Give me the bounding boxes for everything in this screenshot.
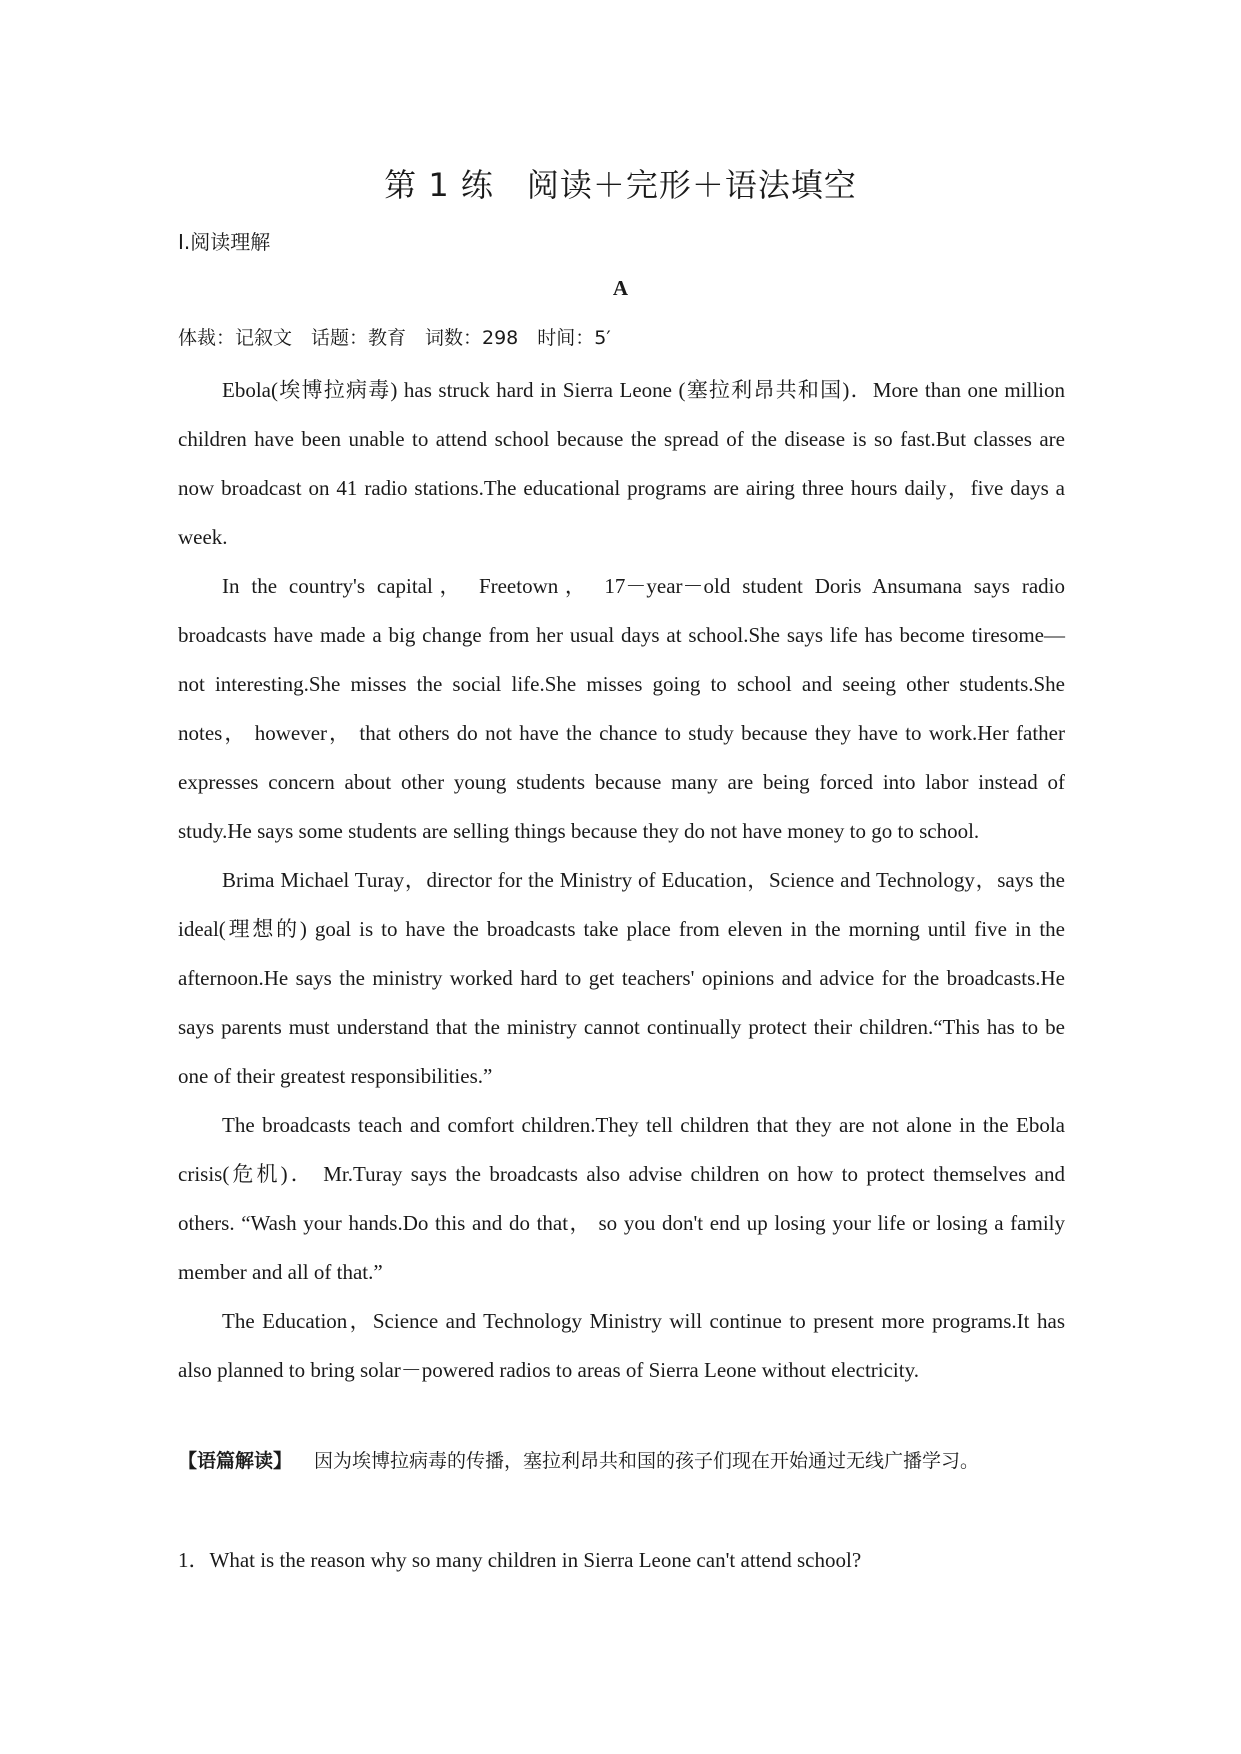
passage-letter: A bbox=[612, 276, 629, 300]
passage-body bbox=[178, 366, 1065, 1395]
section-heading: Ⅰ.阅读理解 bbox=[178, 230, 271, 254]
paragraph-2: In the country's capital， Freetown， 17－year－old student Doris Ansumana says radio broadcasts have made a big change from her usual days at school.She says life has become tiresome—not interesting.She misses the social life.She misses going to school and seeing other students.She notes， however， that others do not have the chance to study because they have to work.Her father expresses concern about other young students because many are being forced into labor instead of study.He says some students are selling things because they do not have money to go to school. bbox=[178, 574, 1065, 843]
paragraph-1: Ebola(埃博拉病毒) has struck hard in Sierra Leone (塞拉利昂共和国)．More than one million children have been unable to attend school because the spread of the disease is so fast.But classes are now broadcast on 41 radio stations.The educational programs are airing three hours daily，five days a week. bbox=[178, 378, 1065, 549]
summary-label: 【语篇解读】 bbox=[178, 1450, 293, 1472]
paragraph-3: Brima Michael Turay，director for the Ministry of Education，Science and Technology，says the ideal(理想的) goal is to have the broadcasts take place from eleven in the morning until five in the afternoon.He says the ministry worked hard to get teachers' opinions and advice for the broadcasts.He says parents must understand that the ministry cannot continually protect their children.“This has to be one of their greatest responsibilities.” bbox=[178, 868, 1065, 1088]
passage-meta: 体裁：记叙文 话题：教育 词数：298 时间：5′ bbox=[178, 327, 611, 349]
question-1: 1．What is the reason why so many children in Sierra Leone can't attend school? bbox=[178, 1548, 862, 1572]
passage-summary bbox=[178, 1438, 1065, 1484]
paragraph-5: The Education，Science and Technology Ministry will continue to present more programs.It has also planned to bring solar－powered radios to areas of Sierra Leone without electricity. bbox=[178, 1309, 1065, 1382]
summary-text: 因为埃博拉病毒的传播，塞拉利昂共和国的孩子们现在开始通过无线广播学习。 bbox=[314, 1450, 980, 1472]
paragraph-4: The broadcasts teach and comfort children.They tell children that they are not alone in the Ebola crisis(危机)． Mr.Turay says the broadcasts also advise children on how to protect themselves and others. “Wash your hands.Do this and do that， so you don't end up losing your life or losing a family member and all of that.” bbox=[178, 1113, 1065, 1284]
page-title: 第 1 练 阅读＋完形＋语法填空 bbox=[384, 166, 857, 204]
